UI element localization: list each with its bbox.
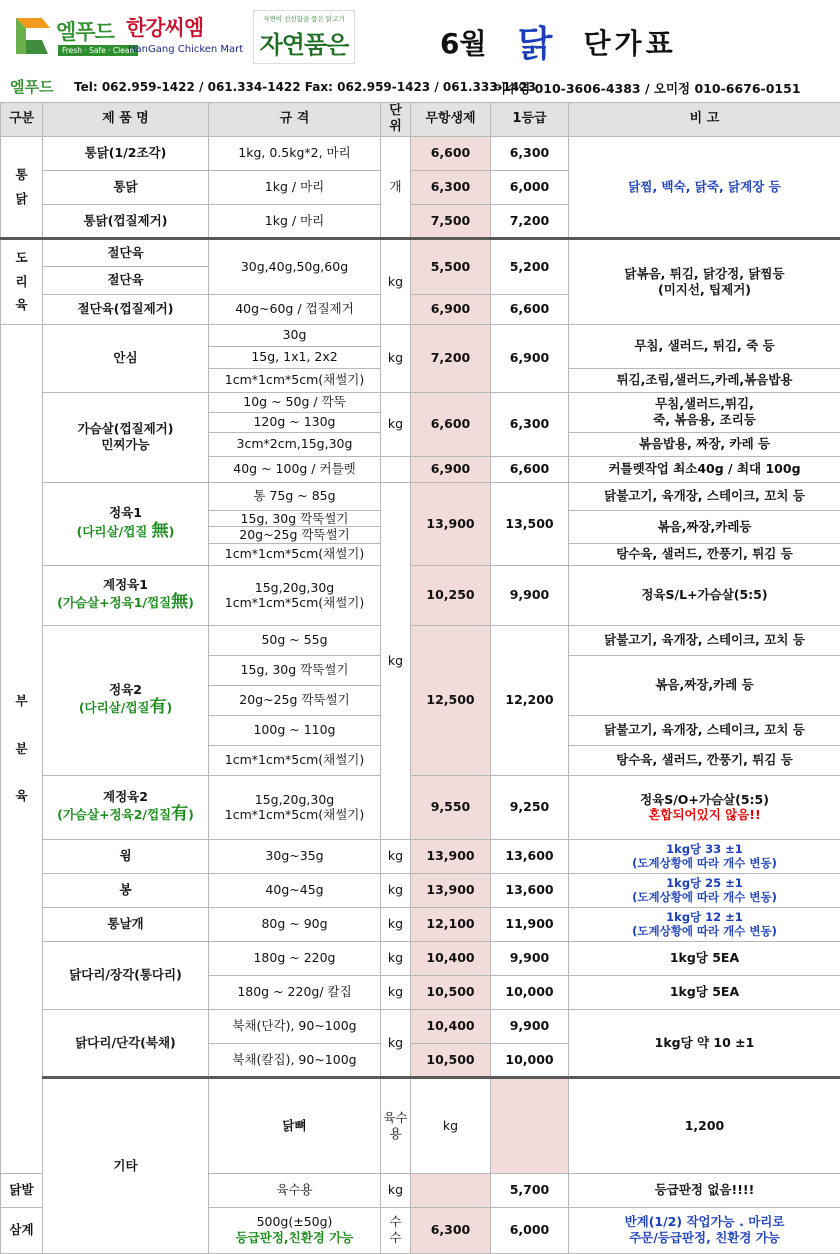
product-name: 닭다리/단각(북채) bbox=[43, 1009, 209, 1077]
hangang-logo bbox=[126, 12, 248, 60]
spec-line: 15g,20g,30g bbox=[211, 792, 378, 808]
title-month: 6월 bbox=[440, 22, 487, 62]
contact-bar bbox=[0, 76, 840, 100]
table-row bbox=[1, 907, 840, 941]
note-cell: 1kg당 5EA bbox=[569, 941, 840, 975]
subtitle-mark: 無 bbox=[152, 521, 169, 541]
product-name: 통닭(껍질제거) bbox=[43, 204, 209, 238]
table-row bbox=[1, 565, 840, 625]
page-title bbox=[440, 16, 730, 62]
subtitle-mark: 無 bbox=[171, 592, 188, 612]
unit-cell: kg bbox=[381, 1009, 411, 1077]
antibiotic-free-price: 6,900 bbox=[411, 456, 491, 482]
product-title: 정육2 bbox=[45, 682, 206, 698]
grade1-price: 1,200 bbox=[569, 1077, 840, 1173]
product-name bbox=[43, 565, 209, 625]
table-row bbox=[1, 775, 840, 839]
product-subtitle bbox=[45, 697, 206, 718]
note-cell: 커틀렛작업 최소40g / 최대 100g bbox=[569, 456, 840, 482]
spec-cell: 10g ~ 50g / 깍뚝 bbox=[209, 392, 381, 412]
product-name: 통닭(1/2조각) bbox=[43, 136, 209, 170]
spec-cell: 30g bbox=[209, 324, 381, 346]
unit-cell: 수 수 bbox=[381, 1207, 411, 1253]
spec-cell: 1cm*1cm*5cm(채썰기) bbox=[209, 368, 381, 392]
category-cell: 기타 bbox=[43, 1077, 209, 1253]
table-row bbox=[1, 1009, 840, 1043]
product-name bbox=[43, 625, 209, 775]
spec-line: 1cm*1cm*5cm(채썰기) bbox=[211, 595, 378, 611]
unit-cell: kg bbox=[381, 975, 411, 1009]
hangang-logo-name: 한강씨엠 bbox=[126, 12, 203, 42]
antibiotic-free-price: 12,100 bbox=[411, 907, 491, 941]
note-warning: 혼합되어있지 않음!! bbox=[571, 807, 838, 823]
product-subtitle bbox=[45, 592, 206, 613]
price-table bbox=[0, 102, 840, 1254]
product-name: 절단육 bbox=[43, 266, 209, 294]
table-row bbox=[1, 1077, 840, 1173]
col-header: 1등급 bbox=[491, 103, 569, 137]
grade1-price: 9,900 bbox=[491, 941, 569, 975]
product-name bbox=[43, 482, 209, 565]
table-row bbox=[1, 839, 840, 873]
table-row bbox=[1, 392, 840, 412]
grade1-price: 12,200 bbox=[491, 625, 569, 775]
jayeon-logo bbox=[253, 10, 355, 64]
spec-cell: 180g ~ 220g bbox=[209, 941, 381, 975]
product-name: 가슴살(껍질제거) 민찌가능 bbox=[43, 392, 209, 482]
spec-cell bbox=[209, 775, 381, 839]
spec-cell: 15g, 30g 깍뚝썰기 bbox=[209, 510, 381, 527]
elfood-logo bbox=[12, 12, 116, 60]
table-row bbox=[1, 625, 840, 655]
antibiotic-free-price: 6,300 bbox=[411, 1207, 491, 1253]
unit-cell: kg bbox=[381, 324, 411, 392]
product-name: 통날개 bbox=[43, 907, 209, 941]
table-row bbox=[1, 238, 840, 266]
col-header: 단위 bbox=[381, 103, 411, 137]
subtitle-prefix: (가슴살+정육2/껍질 bbox=[57, 807, 171, 822]
product-name: 닭다리/장각(통다리) bbox=[43, 941, 209, 1009]
spec-cell: 북채(단각), 90~100g bbox=[209, 1009, 381, 1043]
unit-cell: kg bbox=[381, 873, 411, 907]
product-name: 안심 bbox=[43, 324, 209, 392]
subtitle-suffix: ) bbox=[188, 595, 194, 610]
note-cell bbox=[569, 775, 840, 839]
grade1-price: 11,900 bbox=[491, 907, 569, 941]
note-cell: 1kg당 12 ±1 (도계상황에 따라 개수 변동) bbox=[569, 907, 840, 941]
note-line: 정육S/O+가슴살(5:5) bbox=[571, 792, 838, 808]
spec-cell: 180g ~ 220g/ 칼집 bbox=[209, 975, 381, 1009]
col-header: 무항생제 bbox=[411, 103, 491, 137]
grade1-price: 6,000 bbox=[491, 1207, 569, 1253]
spec-cell: 20g~25g 깍뚝썰기 bbox=[209, 685, 381, 715]
spec-cell: 80g ~ 90g bbox=[209, 907, 381, 941]
unit-cell: kg bbox=[381, 392, 411, 456]
contact-brand: 엘푸드 bbox=[10, 76, 53, 97]
spec-cell: 50g ~ 55g bbox=[209, 625, 381, 655]
antibiotic-free-price bbox=[491, 1077, 569, 1173]
antibiotic-free-price: 10,500 bbox=[411, 975, 491, 1009]
grade1-price: 9,900 bbox=[491, 565, 569, 625]
spec-cell: 1kg / 마리 bbox=[209, 204, 381, 238]
spec-cell: 40g~45g bbox=[209, 873, 381, 907]
product-subtitle bbox=[45, 521, 206, 542]
grade1-price: 10,000 bbox=[491, 975, 569, 1009]
product-name: 절단육(껍질제거) bbox=[43, 294, 209, 324]
hangang-logo-sub: HanGang Chicken Mart bbox=[128, 44, 243, 55]
grade1-price: 6,000 bbox=[491, 170, 569, 204]
grade1-price: 13,600 bbox=[491, 839, 569, 873]
spec-cell: 1kg, 0.5kg*2, 마리 bbox=[209, 136, 381, 170]
spec-cell: 1cm*1cm*5cm(채썰기) bbox=[209, 543, 381, 565]
elfood-mark-icon bbox=[12, 14, 54, 58]
note-cell: 튀김,조림,샐러드,카레,볶음밥용 bbox=[569, 368, 840, 392]
spec-cell: 30g,40g,50g,60g bbox=[209, 238, 381, 294]
spec-cell: 120g ~ 130g bbox=[209, 412, 381, 432]
contact-tel-fax: Tel: 062.959-1422 / 061.334-1422 Fax: 062.959-1423 / 061.333-1423 bbox=[74, 80, 536, 94]
grade1-price: 6,600 bbox=[491, 294, 569, 324]
product-title: 계정육2 bbox=[45, 789, 206, 805]
contact-reps: 이수영 010-3606-4383 / 오미정 010-6676-0151 bbox=[494, 79, 801, 97]
antibiotic-free-price: 6,600 bbox=[411, 392, 491, 456]
product-name: 절단육 bbox=[43, 238, 209, 266]
note-cell: 탕수육, 샐러드, 깐풍기, 튀김 등 bbox=[569, 745, 840, 775]
product-name: 닭발 bbox=[1, 1173, 43, 1207]
note-cell: 1kg당 5EA bbox=[569, 975, 840, 1009]
grade1-price: 13,600 bbox=[491, 873, 569, 907]
note-cell: 무침, 샐러드, 튀김, 죽 등 bbox=[569, 324, 840, 368]
table-row bbox=[1, 873, 840, 907]
category-cell: 도 리 육 bbox=[1, 238, 43, 324]
category-cell: 통 닭 bbox=[1, 136, 43, 238]
subtitle-suffix: ) bbox=[188, 807, 194, 822]
table-row bbox=[1, 941, 840, 975]
category-cell: 부 분 육 bbox=[1, 324, 43, 1173]
spec-cell: 육수용 bbox=[209, 1173, 381, 1207]
unit-cell: kg bbox=[381, 238, 411, 324]
antibiotic-free-price: 10,250 bbox=[411, 565, 491, 625]
unit-cell bbox=[381, 456, 411, 482]
page-header bbox=[0, 0, 840, 72]
table-header-row bbox=[1, 103, 840, 137]
grade1-price: 6,600 bbox=[491, 456, 569, 482]
antibiotic-free-price: 6,300 bbox=[411, 170, 491, 204]
unit-cell: kg bbox=[411, 1077, 491, 1173]
antibiotic-free-price: 6,900 bbox=[411, 294, 491, 324]
note-cell: 정육S/L+가슴살(5:5) bbox=[569, 565, 840, 625]
subtitle-suffix: ) bbox=[166, 700, 172, 715]
spec-cell: 20g~25g 깍뚝썰기 bbox=[209, 527, 381, 544]
note-cell: 닭불고기, 육개장, 스테이크, 꼬치 등 bbox=[569, 482, 840, 510]
unit-cell: kg bbox=[381, 907, 411, 941]
note-cell: 닭불고기, 육개장, 스테이크, 꼬치 등 bbox=[569, 625, 840, 655]
spec-cell: 육수용 bbox=[381, 1077, 411, 1173]
unit-cell: kg bbox=[381, 1173, 411, 1207]
title-suffix: 단가표 bbox=[584, 22, 677, 62]
antibiotic-free-price bbox=[411, 1173, 491, 1207]
spec-cell: 북채(칼집), 90~100g bbox=[209, 1043, 381, 1077]
elfood-logo-tagline: Fresh · Safe · Clean bbox=[58, 45, 138, 56]
product-name: 닭뼈 bbox=[209, 1077, 381, 1173]
unit-cell: 개 bbox=[381, 136, 411, 238]
jayeon-logo-name: 자연품은 bbox=[254, 25, 354, 60]
elfood-logo-name: 엘푸드 bbox=[56, 16, 114, 46]
unit-cell: kg bbox=[381, 482, 411, 839]
product-subtitle bbox=[45, 804, 206, 825]
antibiotic-free-price: 9,550 bbox=[411, 775, 491, 839]
spec-cell: 100g ~ 110g bbox=[209, 715, 381, 745]
spec-cell: 통 75g ~ 85g bbox=[209, 482, 381, 510]
product-name: 윙 bbox=[43, 839, 209, 873]
note-cell: 반계(1/2) 작업가능 . 마리로 주문/등급판정, 친환경 가능 bbox=[569, 1207, 840, 1253]
note-cell: 볶음밥용, 짜장, 카레 등 bbox=[569, 432, 840, 456]
note-cell: 1kg당 33 ±1 (도계상황에 따라 개수 변동) bbox=[569, 839, 840, 873]
note-cell: 닭볶음, 튀김, 닭강정, 닭찜등 (미지선, 팁제거) bbox=[569, 238, 840, 324]
subtitle-mark: 有 bbox=[149, 697, 166, 717]
grade1-price: 6,300 bbox=[491, 136, 569, 170]
antibiotic-free-price: 7,500 bbox=[411, 204, 491, 238]
spec-line: 1cm*1cm*5cm(채썰기) bbox=[211, 807, 378, 823]
note-cell: 닭찜, 백숙, 닭죽, 닭계장 등 bbox=[569, 136, 840, 238]
grade1-price: 7,200 bbox=[491, 204, 569, 238]
spec-cell: 40g ~ 100g / 커틀렛 bbox=[209, 456, 381, 482]
product-name bbox=[43, 775, 209, 839]
subtitle-suffix: ) bbox=[169, 524, 175, 539]
antibiotic-free-price: 6,600 bbox=[411, 136, 491, 170]
grade1-price: 6,300 bbox=[491, 392, 569, 456]
antibiotic-free-price: 7,200 bbox=[411, 324, 491, 392]
note-cell: 등급판정 없음!!!! bbox=[569, 1173, 840, 1207]
note-cell: 무침,샐러드,튀김, 죽, 볶음용, 조리등 bbox=[569, 392, 840, 432]
product-title: 계정육1 bbox=[45, 577, 206, 593]
col-header: 제 품 명 bbox=[43, 103, 209, 137]
subtitle-prefix: (다리살/껍질 bbox=[79, 700, 150, 715]
unit-cell: kg bbox=[381, 941, 411, 975]
grade1-price: 5,200 bbox=[491, 238, 569, 294]
product-name: 삼계 bbox=[1, 1207, 43, 1253]
antibiotic-free-price: 5,500 bbox=[411, 238, 491, 294]
spec-cell bbox=[209, 565, 381, 625]
spec-cell: 1kg / 마리 bbox=[209, 170, 381, 204]
col-header: 구분 bbox=[1, 103, 43, 137]
spec-line: 500g(±50g) bbox=[211, 1214, 378, 1230]
antibiotic-free-price: 13,900 bbox=[411, 873, 491, 907]
grade1-price: 5,700 bbox=[491, 1173, 569, 1207]
subtitle-mark: 有 bbox=[171, 804, 188, 824]
spec-cell: 15g, 30g 깍뚝썰기 bbox=[209, 655, 381, 685]
unit-cell: kg bbox=[381, 839, 411, 873]
antibiotic-free-price: 13,900 bbox=[411, 839, 491, 873]
antibiotic-free-price: 12,500 bbox=[411, 625, 491, 775]
subtitle-prefix: (가슴살+정육1/껍질 bbox=[57, 595, 171, 610]
antibiotic-free-price: 10,500 bbox=[411, 1043, 491, 1077]
table-row bbox=[1, 324, 840, 346]
col-header: 규 격 bbox=[209, 103, 381, 137]
grade1-price: 13,500 bbox=[491, 482, 569, 565]
table-row bbox=[1, 136, 840, 170]
spec-line: 15g,20g,30g bbox=[211, 580, 378, 596]
note-cell: 볶음,짜장,카레 등 bbox=[569, 655, 840, 715]
antibiotic-free-price: 13,900 bbox=[411, 482, 491, 565]
table-row bbox=[1, 482, 840, 510]
col-header: 비 고 bbox=[569, 103, 840, 137]
product-name: 통닭 bbox=[43, 170, 209, 204]
spec-cell: 40g~60g / 껍질제거 bbox=[209, 294, 381, 324]
subtitle-prefix: (다리살/껍질 bbox=[77, 524, 152, 539]
grade1-price: 6,900 bbox=[491, 324, 569, 392]
antibiotic-free-price: 10,400 bbox=[411, 941, 491, 975]
note-cell: 탕수육, 샐러드, 깐풍기, 튀김 등 bbox=[569, 543, 840, 565]
grade1-price: 9,900 bbox=[491, 1009, 569, 1043]
title-item: 닭 bbox=[518, 16, 553, 67]
note-cell: 1kg당 25 ±1 (도계상황에 따라 개수 변동) bbox=[569, 873, 840, 907]
spec-cell: 15g, 1x1, 2x2 bbox=[209, 346, 381, 368]
spec-cell: 3cm*2cm,15g,30g bbox=[209, 432, 381, 456]
product-name: 봉 bbox=[43, 873, 209, 907]
spec-cell: 1cm*1cm*5cm(채썰기) bbox=[209, 745, 381, 775]
antibiotic-free-price: 10,400 bbox=[411, 1009, 491, 1043]
spec-cell bbox=[209, 1207, 381, 1253]
note-cell: 1kg당 약 10 ±1 bbox=[569, 1009, 840, 1077]
grade1-price: 9,250 bbox=[491, 775, 569, 839]
spec-line-highlight: 등급판정,친환경 가능 bbox=[211, 1230, 378, 1246]
note-cell: 볶음,짜장,카레등 bbox=[569, 510, 840, 543]
spec-cell: 30g~35g bbox=[209, 839, 381, 873]
grade1-price: 10,000 bbox=[491, 1043, 569, 1077]
product-title: 정육1 bbox=[45, 505, 206, 521]
note-cell: 닭불고기, 육개장, 스테이크, 꼬치 등 bbox=[569, 715, 840, 745]
jayeon-logo-sub: 자연이 선선함을 품은 닭고기 bbox=[254, 14, 354, 23]
